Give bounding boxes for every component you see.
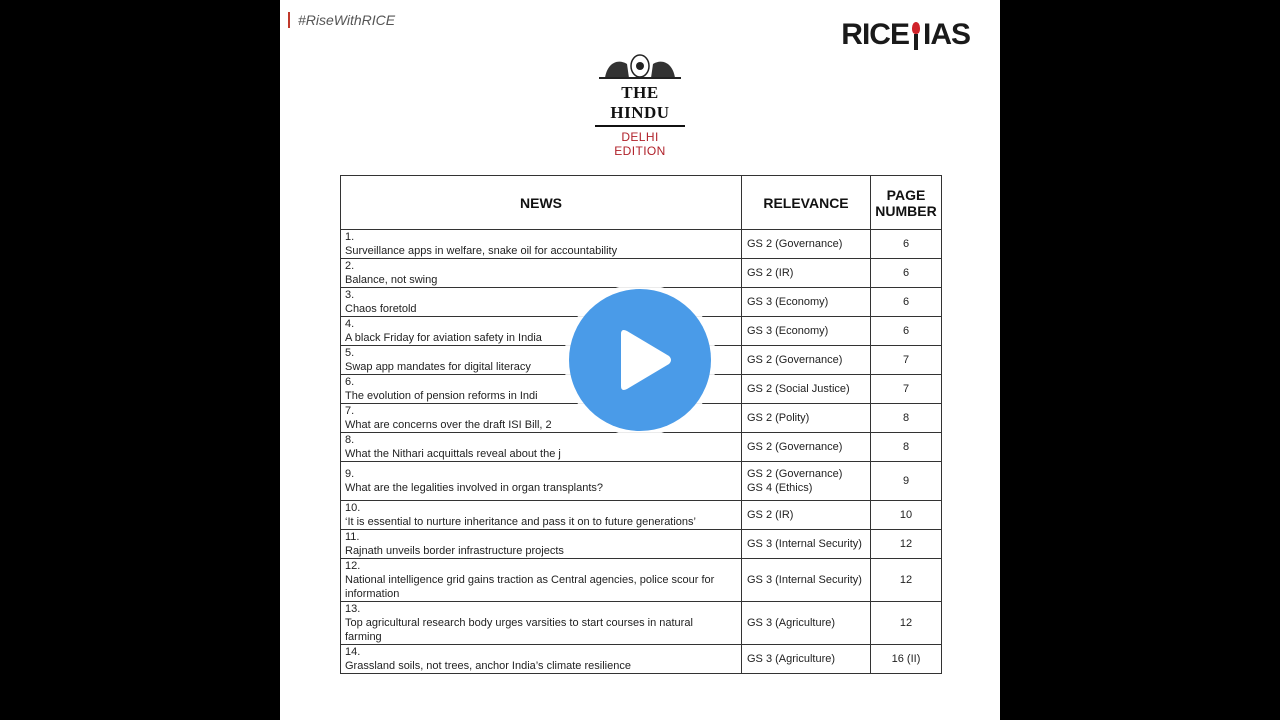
row-number: 13. <box>345 603 361 615</box>
relevance-label: GS 2 (Governance) <box>747 468 843 480</box>
table-row <box>341 602 942 645</box>
page-number-cell: 7 <box>871 346 942 375</box>
page-number-cell: 7 <box>871 375 942 404</box>
news-headline: A black Friday for aviation safety in India <box>345 332 542 344</box>
news-cell <box>341 501 742 530</box>
relevance-cell <box>742 433 871 462</box>
news-headline: The evolution of pension reforms in Indi <box>345 390 538 402</box>
newspaper-masthead <box>595 50 685 158</box>
news-headline: Balance, not swing <box>345 274 438 286</box>
news-headline: Surveillance apps in welfare, snake oil for accountability <box>345 245 618 257</box>
table-row <box>341 230 942 259</box>
page-number-cell: 12 <box>871 602 942 645</box>
relevance-cell <box>742 230 871 259</box>
relevance-label: GS 2 (IR) <box>747 267 794 279</box>
row-number: 6. <box>345 376 355 388</box>
news-headline: Swap app mandates for digital literacy <box>345 361 531 373</box>
page-number-cell: 12 <box>871 530 942 559</box>
table-row <box>341 559 942 602</box>
row-number: 5. <box>345 347 355 359</box>
row-number: 9. <box>345 468 355 480</box>
row-number: 2. <box>345 260 355 272</box>
news-headline: Grassland soils, not trees, anchor India’s climate resilience <box>345 660 631 672</box>
header-page-number: PAGE NUMBER <box>871 176 942 230</box>
relevance-cell <box>742 375 871 404</box>
row-number: 12. <box>345 560 361 572</box>
video-frame <box>280 0 1000 720</box>
news-cell <box>341 645 742 674</box>
relevance-cell <box>742 317 871 346</box>
crest-icon <box>595 50 685 80</box>
news-headline: ‘It is essential to nurture inheritance and pass it on to future generations’ <box>345 516 696 528</box>
relevance-label: GS 2 (IR) <box>747 509 794 521</box>
news-cell <box>341 230 742 259</box>
table-row <box>341 462 942 501</box>
row-number: 11. <box>345 531 360 543</box>
relevance-cell <box>742 346 871 375</box>
relevance-cell <box>742 288 871 317</box>
relevance-label: GS 2 (Social Justice) <box>747 383 850 395</box>
logo-text-right: IAS <box>922 18 970 51</box>
page-number-cell: 6 <box>871 230 942 259</box>
relevance-label: GS 2 (Polity) <box>747 412 810 424</box>
table-header-row <box>341 176 942 230</box>
relevance-label-secondary: GS 4 (Ethics) <box>747 482 813 494</box>
page-number-cell: 6 <box>871 317 942 346</box>
relevance-label: GS 3 (Economy) <box>747 325 829 337</box>
play-icon <box>617 328 673 392</box>
relevance-label: GS 2 (Governance) <box>747 238 843 250</box>
relevance-label: GS 3 (Economy) <box>747 296 829 308</box>
row-number: 14. <box>345 646 361 658</box>
page-number-cell: 8 <box>871 433 942 462</box>
relevance-label: GS 2 (Governance) <box>747 441 843 453</box>
logo-text-left: RICE <box>841 18 909 51</box>
page-number-cell: 6 <box>871 288 942 317</box>
play-button[interactable] <box>569 289 711 431</box>
news-cell <box>341 259 742 288</box>
relevance-cell <box>742 602 871 645</box>
news-headline: Top agricultural research body urges varsities to start courses in natural farming <box>345 617 693 643</box>
table-row <box>341 433 942 462</box>
table-row <box>341 501 942 530</box>
relevance-label: GS 3 (Internal Security) <box>747 574 862 586</box>
news-headline: Rajnath unveils border infrastructure projects <box>345 545 564 557</box>
relevance-cell <box>742 259 871 288</box>
news-cell <box>341 462 742 501</box>
row-number: 7. <box>345 405 355 417</box>
relevance-label: GS 3 (Internal Security) <box>747 538 862 550</box>
news-cell <box>341 602 742 645</box>
page-number-cell: 8 <box>871 404 942 433</box>
news-headline: What the Nithari acquittals reveal about the j <box>345 448 561 460</box>
row-number: 1. <box>345 231 355 243</box>
page-number-cell: 6 <box>871 259 942 288</box>
relevance-cell <box>742 501 871 530</box>
newspaper-title: THE HINDU <box>595 83 685 127</box>
rice-ias-logo <box>841 18 970 52</box>
torch-icon <box>911 20 921 50</box>
relevance-label: GS 3 (Agriculture) <box>747 653 836 665</box>
news-cell <box>341 530 742 559</box>
header-relevance: RELEVANCE <box>742 176 871 230</box>
table-row <box>341 259 942 288</box>
header-news: NEWS <box>341 176 742 230</box>
edition-label: DELHI EDITION <box>614 130 666 158</box>
row-number: 8. <box>345 434 355 446</box>
row-number: 10. <box>345 502 361 514</box>
hashtag-label: #RiseWithRICE <box>288 12 395 28</box>
relevance-label: GS 2 (Governance) <box>747 354 843 366</box>
relevance-cell <box>742 404 871 433</box>
news-cell <box>341 433 742 462</box>
page-number-cell: 16 (II) <box>871 645 942 674</box>
news-headline: National intelligence grid gains traction as Central agencies, police scour for information <box>345 574 715 600</box>
page-number-cell: 12 <box>871 559 942 602</box>
row-number: 4. <box>345 318 355 330</box>
relevance-cell <box>742 530 871 559</box>
relevance-cell <box>742 645 871 674</box>
relevance-cell <box>742 462 871 501</box>
news-cell <box>341 559 742 602</box>
page-number-cell: 10 <box>871 501 942 530</box>
row-number: 3. <box>345 289 355 301</box>
page-number-cell: 9 <box>871 462 942 501</box>
news-headline: What are the legalities involved in organ transplants? <box>345 482 604 494</box>
news-headline: What are concerns over the draft ISI Bill, 2 <box>345 419 552 431</box>
relevance-cell <box>742 559 871 602</box>
news-headline: Chaos foretold <box>345 303 417 315</box>
relevance-label: GS 3 (Agriculture) <box>747 617 836 629</box>
table-row <box>341 530 942 559</box>
table-row <box>341 645 942 674</box>
